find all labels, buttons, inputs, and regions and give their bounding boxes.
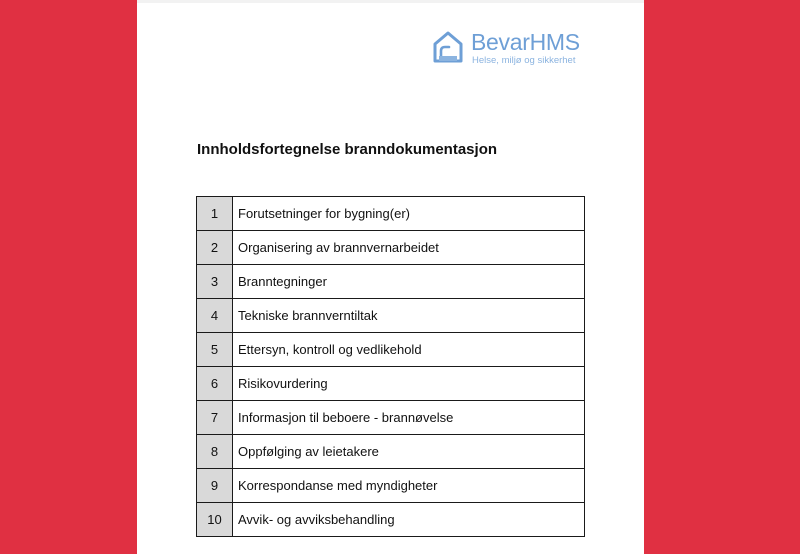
row-number: 5	[197, 333, 233, 367]
table-row	[197, 367, 585, 401]
page-title: Innholdsfortegnelse branndokumentasjon	[197, 141, 498, 158]
row-label: Tekniske brannverntiltak	[233, 299, 585, 333]
row-number: 6	[197, 367, 233, 401]
bevarhms-logo	[432, 28, 592, 70]
row-number: 9	[197, 469, 233, 503]
table-row	[197, 299, 585, 333]
logo-tagline: Helse, miljø og sikkerhet	[472, 55, 576, 66]
house-icon	[432, 30, 464, 64]
row-number: 3	[197, 265, 233, 299]
table-row	[197, 435, 585, 469]
row-label: Risikovurdering	[233, 367, 585, 401]
logo-name: BevarHMS	[471, 29, 580, 55]
table-row	[197, 197, 585, 231]
row-number: 10	[197, 503, 233, 537]
row-label: Oppfølging av leietakere	[233, 435, 585, 469]
row-number: 1	[197, 197, 233, 231]
row-label: Branntegninger	[233, 265, 585, 299]
row-number: 8	[197, 435, 233, 469]
row-label: Organisering av brannvernarbeidet	[233, 231, 585, 265]
table-row	[197, 401, 585, 435]
row-number: 4	[197, 299, 233, 333]
row-number: 2	[197, 231, 233, 265]
table-row	[197, 333, 585, 367]
row-label: Forutsetninger for bygning(er)	[233, 197, 585, 231]
table-row	[197, 265, 585, 299]
row-label: Informasjon til beboere - brannøvelse	[233, 401, 585, 435]
row-label: Ettersyn, kontroll og vedlikehold	[233, 333, 585, 367]
row-number: 7	[197, 401, 233, 435]
table-of-contents	[196, 196, 585, 537]
table-row	[197, 469, 585, 503]
row-label: Korrespondanse med myndigheter	[233, 469, 585, 503]
row-label: Avvik- og avviksbehandling	[233, 503, 585, 537]
table-row	[197, 503, 585, 537]
table-row	[197, 231, 585, 265]
